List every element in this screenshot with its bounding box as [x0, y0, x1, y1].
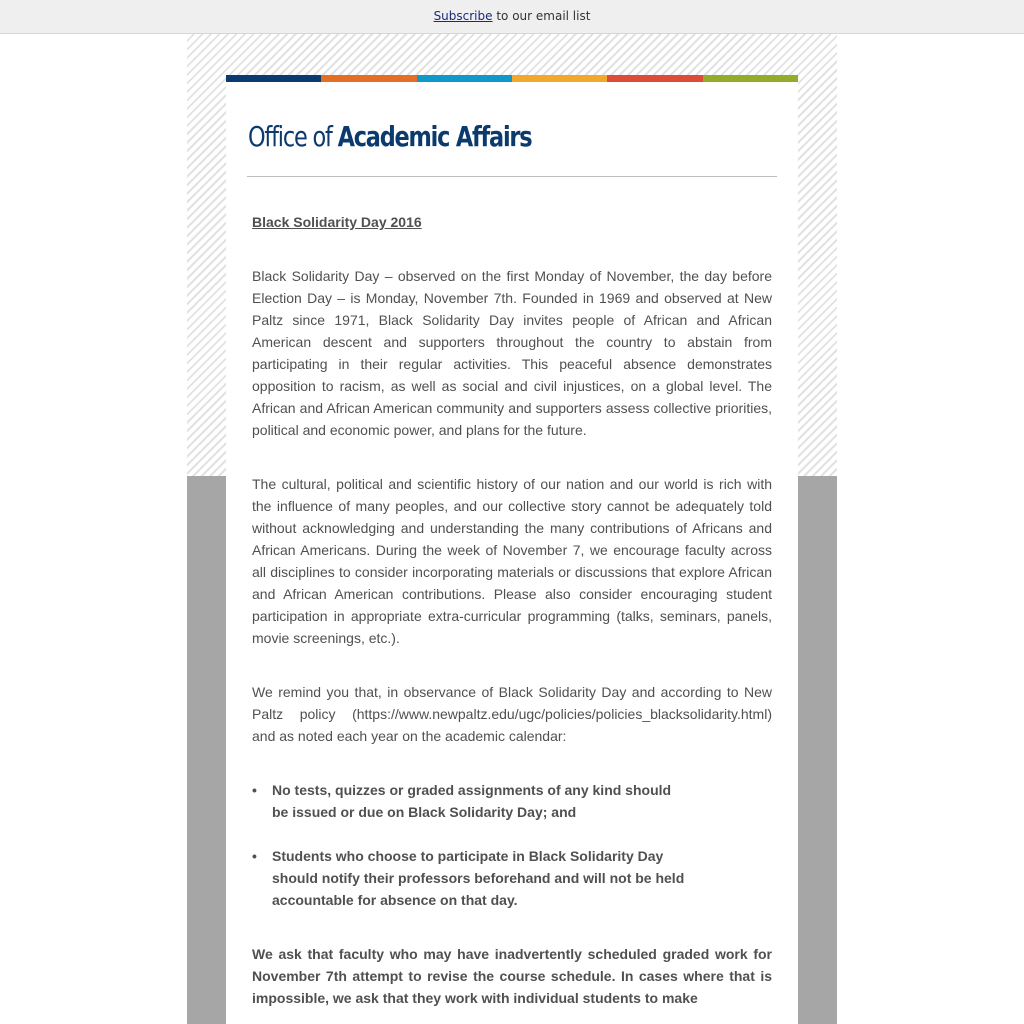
header-divider: [247, 176, 777, 177]
stripe-segment: [512, 75, 607, 82]
bullet-text: Students who choose to participate in Black Solidarity Day should notify their professors beforehand and will not be held accountable for absence on that day.: [272, 848, 685, 908]
closing-paragraph: We ask that faculty who may have inadvertently scheduled graded work for November 7th attempt to revise the course schedule. In cases where that is impossible, we ask that they work with individual students to make: [252, 946, 772, 1006]
office-masthead: [248, 119, 531, 155]
article-heading: Black Solidarity Day 2016: [252, 214, 422, 230]
bullet-item: [252, 845, 700, 911]
subscribe-link[interactable]: Subscribe: [433, 9, 493, 23]
masthead-prefix: Office of: [248, 120, 338, 153]
stripe-segment: [703, 75, 798, 82]
bullet-symbol: •: [252, 782, 257, 798]
stripe-segment: [321, 75, 416, 82]
article-body: [252, 211, 772, 1024]
bullet-item: [252, 779, 677, 823]
bullet-symbol: •: [252, 848, 257, 864]
color-stripe: [226, 75, 798, 82]
policy-bullet-list: [252, 779, 772, 911]
email-card: [226, 75, 798, 1024]
subscribe-bar-text: to our email list: [492, 9, 591, 23]
bullet-text: No tests, quizzes or graded assignments of any kind should be issued or due on Black Solidarity Day; and: [272, 782, 672, 820]
paragraph-history: The cultural, political and scientific history of our nation and our world is rich with the influence of many peoples, and our collective story cannot be adequately told without acknowledging and understanding the many contributions of Africans and African Americans. During the week of November 7, we encourage faculty across all disciplines to consider incorporating materials or discussions that explore African and African American contributions. Please also consider encouraging student participation in appropriate extra-curricular programming (talks, seminars, panels, movie screenings, etc.).: [252, 476, 772, 646]
paragraph-intro: Black Solidarity Day – observed on the first Monday of November, the day before Election Day – is Monday, November 7th. Founded in 1969 and observed at New Paltz since 1971, Black Solidarity Day invites people of African and African American descent and supporters throughout the country to abstain from participating in their regular activities. This peaceful absence demonstrates opposition to racism, as well as social and civil injustices, on a global level. The African and African American community and supporters assess collective priorities, political and economic power, and plans for the future.: [252, 268, 772, 438]
stripe-segment: [607, 75, 702, 82]
stripe-segment: [226, 75, 321, 82]
subscribe-bar: [0, 0, 1024, 34]
masthead-title: Academic Affairs: [337, 120, 532, 153]
stripe-segment: [417, 75, 512, 82]
paragraph-policy: We remind you that, in observance of Black Solidarity Day and according to New Paltz policy (https://www.newpaltz.edu/ugc/policies/policies_blacksolidarity.html) and as noted each year on the academic calendar:: [252, 684, 772, 744]
